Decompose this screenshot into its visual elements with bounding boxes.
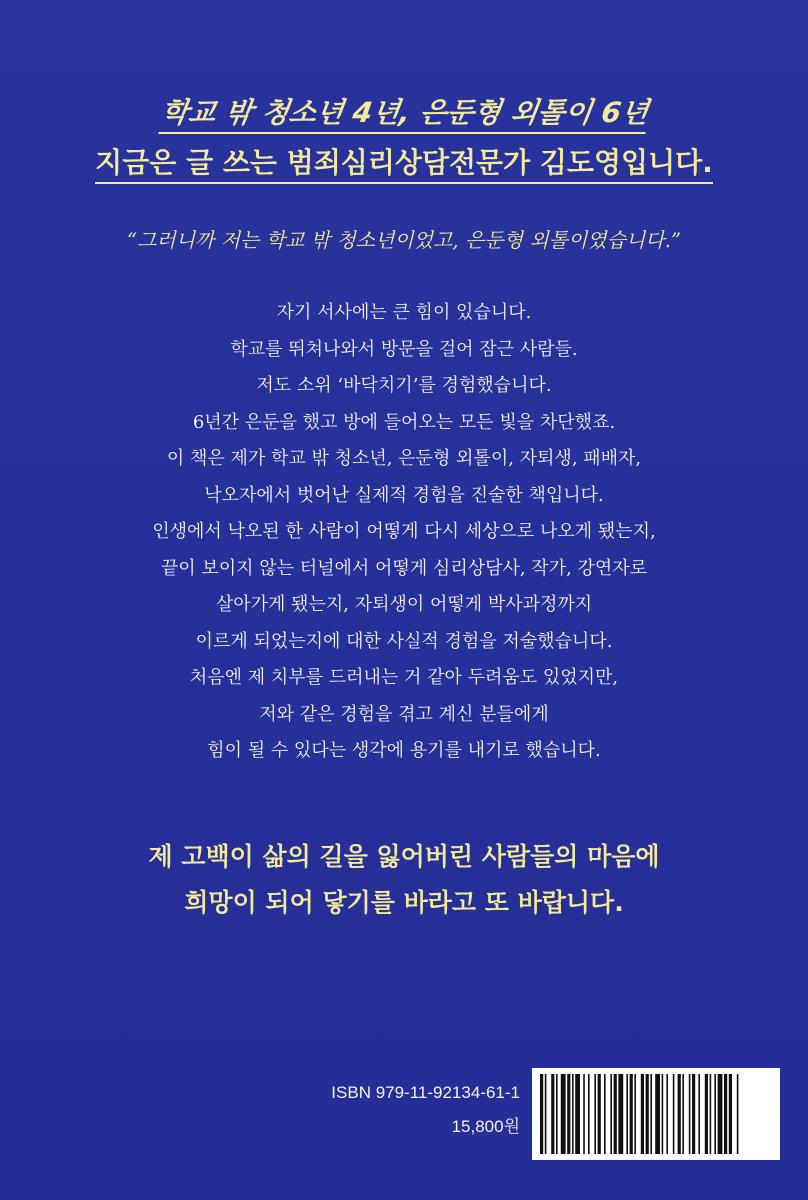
closing-message [0, 834, 808, 926]
barcode-bar [710, 1074, 712, 1154]
barcode-bar [678, 1074, 681, 1154]
barcode-bar [572, 1074, 574, 1154]
barcode-bar [556, 1074, 558, 1154]
price-label: 15,800원 [451, 1117, 520, 1136]
body-line: 저도 소위 ‘바닥치기’를 경험했습니다. [256, 375, 552, 396]
barcode-bar [655, 1074, 660, 1154]
barcode-bar [718, 1074, 723, 1154]
body-line: 낙오자에서 벗어난 실제적 경험을 진술한 책입니다. [204, 484, 604, 506]
barcode-bar [630, 1074, 633, 1154]
body-line: 끝이 보이지 않는 터널에서 어떻게 심리상담사, 작가, 강연자로 [160, 557, 648, 579]
body-line: 이르게 되었는지에 대한 사실적 경험을 저술했습니다. [195, 630, 613, 652]
barcode-bar [614, 1074, 617, 1154]
barcode-bar [604, 1074, 606, 1154]
barcode-bar [598, 1074, 601, 1154]
barcode [532, 1068, 780, 1160]
body-text [0, 295, 808, 770]
barcode-bar [641, 1074, 644, 1154]
barcode-bar [650, 1074, 652, 1154]
isbn-label: ISBN 979-11-92134-61-1 [331, 1083, 520, 1102]
body-line: 힘이 될 수 있다는 생각에 용기를 내기로 했습니다. [207, 740, 601, 761]
barcode-bar [540, 1074, 543, 1154]
barcode-bar [583, 1074, 585, 1154]
barcode-bar [698, 1074, 700, 1154]
barcode-bar [662, 1074, 664, 1154]
barcode-bar [714, 1074, 716, 1154]
body-line: 저와 같은 경험을 겪고 계신 분들에게 [259, 703, 549, 725]
barcode-bar [567, 1074, 570, 1154]
barcode-bar [588, 1074, 590, 1154]
headline-line-2-text: 지금은 글 쓰는 범죄심리상담전문가 김도영입니다. [95, 146, 713, 184]
body-line: 살아가게 됐는지, 자퇴생이 어떻게 박사과정까지 [215, 594, 593, 615]
headline-line-1-text: 학교 밖 청소년 4년, 은둔형 외톨이 6년 [158, 96, 650, 134]
barcode-bar [737, 1074, 739, 1154]
barcode-bar [682, 1074, 684, 1154]
body-line: 이 책은 제가 학교 밖 청소년, 은둔형 외톨이, 자퇴생, 패배자, [166, 448, 642, 469]
barcode-bar [705, 1074, 708, 1154]
closing-line-2: 희망이 되어 닿기를 바라고 또 바랍니다. [184, 888, 624, 917]
barcode-bar [610, 1074, 612, 1154]
barcode-bar [692, 1074, 695, 1154]
body-line: 인생에서 낙오된 한 사람이 어떻게 다시 세상으로 나오게 됐는지, [152, 521, 656, 542]
barcode-bar [618, 1074, 623, 1154]
pull-quote: “그러니까 저는 학교 밖 청소년이었고, 은둔형 외톨이였습니다.” [126, 228, 682, 252]
barcode-bar [729, 1074, 732, 1154]
barcode-bar [666, 1074, 668, 1154]
body-line: 6년간 은둔을 했고 방에 들어오는 모든 빛을 차단했죠. [192, 411, 616, 433]
body-line: 처음엔 제 치부를 드러내는 거 같아 두려움도 있었지만, [189, 667, 619, 688]
barcode-bar [551, 1074, 554, 1154]
barcode-bar [673, 1074, 675, 1154]
barcode-bar [626, 1074, 628, 1154]
barcode-bar [561, 1074, 566, 1154]
body-line: 학교를 뛰쳐나와서 방문을 걸어 잠근 사람들. [230, 338, 578, 360]
barcode-bar [646, 1074, 649, 1154]
barcode-bar [724, 1074, 727, 1154]
headline-line-2 [0, 146, 808, 184]
barcode-bar [575, 1074, 580, 1154]
body-line: 자기 서사에는 큰 힘이 있습니다. [276, 302, 532, 323]
barcode-graphic [532, 1068, 780, 1160]
barcode-bar [634, 1074, 636, 1154]
barcode-bar [545, 1074, 547, 1154]
headline-line-1 [0, 96, 808, 134]
barcode-bar [594, 1074, 596, 1154]
closing-line-1: 제 고백이 삶의 길을 잃어버린 사람들의 마음에 [148, 842, 660, 871]
barcode-bar [689, 1074, 691, 1154]
